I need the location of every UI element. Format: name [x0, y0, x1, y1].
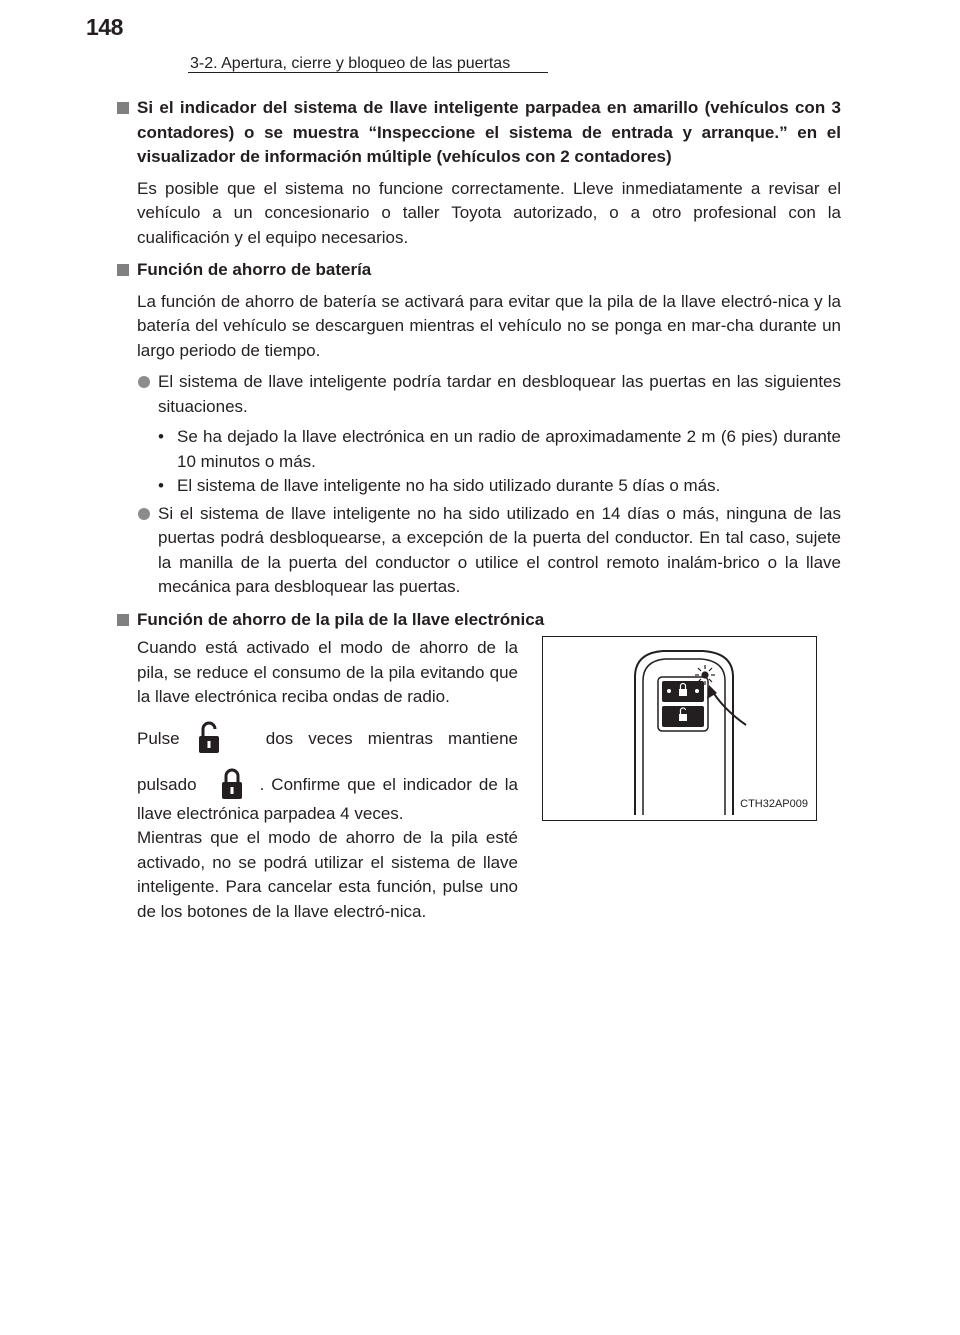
- section-paragraph: Mientras que el modo de ahorro de la pila esté activado, no se podrá utilizar el sistema de llave inteligente. Para cancelar esta función, pulse uno de los botones de la llave electró-nica.: [137, 828, 518, 921]
- square-bullet-icon: [117, 264, 129, 276]
- section-body: Es posible que el sistema no funcione correctamente. Lleve inmediatamente a revisar el vehículo a un concesionario o taller Toyota autorizado, o a otro profesional con la cualificación y el equipo necesarios.: [137, 178, 841, 247]
- circle-bullet-icon: [138, 376, 150, 388]
- dot-bullet-icon: •: [158, 427, 164, 446]
- battery-saving-block: [117, 636, 841, 966]
- header-rule: [188, 72, 548, 73]
- circle-bullet-icon: [138, 508, 150, 520]
- battery-saving-text: [137, 636, 518, 924]
- sub-bullet-item: [117, 425, 841, 474]
- figure-code: CTH32AP009: [740, 797, 808, 810]
- lock-icon: [204, 766, 260, 802]
- section-heading-battery-saving: [117, 258, 841, 283]
- bullet-text: El sistema de llave inteligente podría tardar en desbloquear las puertas en las siguientes situaciones.: [158, 372, 841, 416]
- sub-bullet-text: El sistema de llave inteligente no ha sido utilizado durante 5 días o más.: [177, 476, 721, 495]
- dot-bullet-icon: •: [158, 476, 164, 495]
- section-heading-text: Si el indicador del sistema de llave inteligente parpadea en amarillo (vehículos con 3 contadores) o se muestra “Inspeccione el sistema de entrada y arranque.” en el visualizador de información múltiple (vehículos con 2 contadores): [137, 98, 841, 166]
- key-illustration: [542, 636, 817, 821]
- pulse-line: Pulse dos veces mientras mantiene: [137, 720, 518, 756]
- section-body: La función de ahorro de batería se activará para evitar que la pila de la llave electró-nica y la batería del vehículo se descarguen mientras el vehículo no se ponga en mar-cha durante un largo periodo de tiempo.: [137, 291, 841, 360]
- square-bullet-icon: [117, 614, 129, 626]
- pulsado-line: pulsado . Confirme que el indicador de la llave electrónica parpadea 4 veces.: [137, 766, 518, 827]
- section-heading-key-battery-saving: [117, 608, 841, 633]
- section-heading-text: Función de ahorro de la pila de la llave electrónica: [137, 609, 545, 629]
- sub-bullet-item: [117, 474, 841, 499]
- bullet-text: Si el sistema de llave inteligente no ha sido utilizado en 14 días o más, ninguna de las puertas podrá desbloquearse, a excepción de la puerta del conductor. En tal caso, sujete la manilla de la puerta del conductor o utilice el control remoto inalám-brico o la llave mecánica para desbloquear las puertas.: [158, 503, 841, 596]
- square-bullet-icon: [117, 102, 129, 114]
- page-content: [117, 96, 841, 966]
- bullet-item: [117, 370, 841, 419]
- blink-indicator-icon: [695, 665, 715, 685]
- page-number: 148: [86, 14, 123, 40]
- section-paragraph: Cuando está activado el modo de ahorro de la pila, se reduce el consumo de la pila evitando que la llave electrónica reciba ondas de radio.: [137, 638, 518, 706]
- section-heading-indicator: [117, 96, 841, 170]
- unlock-icon: [195, 720, 251, 756]
- chapter-title: 3-2. Apertura, cierre y bloqueo de las puertas: [190, 55, 511, 72]
- bullet-item: [117, 502, 841, 600]
- section-heading-text: Función de ahorro de batería: [137, 260, 372, 279]
- sub-bullet-text: Se ha dejado la llave electrónica en un radio de aproximadamente 2 m (6 pies) durante 10 minutos o más.: [177, 427, 841, 471]
